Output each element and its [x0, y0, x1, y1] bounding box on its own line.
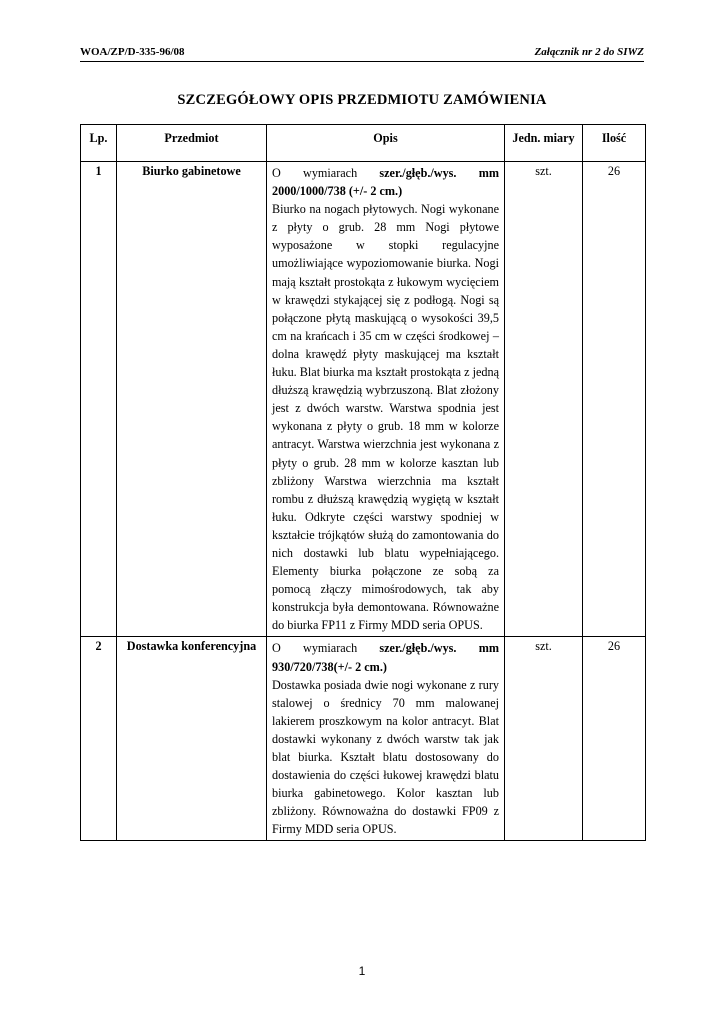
dimensions-lead: O wymiarach	[272, 166, 358, 180]
description-text: Dostawka posiada dwie nogi wykonane z rury stalowej o średnicy 70 mm malowanej lakierem proszkowym na kolor antracyt. Blat dostawki wykonany z dwóch warstw tak jak blat biurka. Kształt blatu dostosowany do dostawienia do części łukowej krawędzi blatu biurka gabinetowego. Kolor kasztan lub zbliżony. Równoważna do dostawki FP09 z Firmy MDD seria OPUS.	[272, 677, 499, 837]
quantity: 26	[583, 162, 646, 637]
document-reference: WOA/ZP/D-335-96/08	[80, 46, 185, 58]
item-name: Dostawka konferencyjna	[117, 637, 267, 841]
dimensions-lead: O wymiarach	[272, 641, 358, 656]
page-number: 1	[358, 964, 366, 978]
row-number: 2	[81, 637, 117, 841]
row-number: 1	[81, 162, 117, 637]
quantity: 26	[583, 637, 646, 841]
dimensions-value: szer./głęb./wys. mm 930/720/738(+/- 2 cm.)	[272, 641, 500, 674]
item-name: Biurko gabinetowe	[117, 162, 267, 637]
table-row	[81, 637, 646, 841]
dimensions-value: szer./głęb./wys. mm 2000/1000/738 (+/- 2 cm.)	[272, 166, 500, 199]
document-title: SZCZEGÓŁOWY OPIS PRZEDMIOTU ZAMÓWIENIA	[177, 92, 547, 108]
column-header-lp: Lp.	[81, 125, 117, 162]
unit: szt.	[505, 162, 583, 637]
specification-table	[80, 124, 646, 841]
table-header-row	[81, 125, 646, 162]
column-header-description: Opis	[267, 125, 505, 162]
item-description	[267, 162, 505, 637]
table-row	[81, 162, 646, 637]
description-text: Biurko na nogach płytowych. Nogi wykonane z płyty o grub. 28 mm Nogi płytowe wyposażone w stopki regulacyjne umożliwiające wypoziomowanie biurka. Nogi mają kształt prostokąta z łukowym wycięciem w krawędzi stykającej się z podłogą. Nogi są połączone płytą maskującą o wysokości 39,5 cm na krańcach i 35 cm w części środkowej – dolna krawędź płyty maskującej ma kształt łuku. Blat biurka ma kształt prostokąta z jedną dłuższą krawędzią wybrzuszoną. Blat złożony jest z dwóch warstw. Warstwa spodnia jest wykonana z płyty o grub. 18 mm w kolorze antracyt. Warstwa wierzchnia jest wykonana z płyty o grub. 28 mm w kolorze kasztan lub zbliżony Warstwa wierzchnia ma kształt rombu z dłuższą krawędzią wygiętą w kształt łuku. Odkryte części warstwy spodniej w kształcie trójkątów służą do zamontowania do nich dostawki lub blatu wypełniającego. Elementy biurka połączone ze sobą za pomocą złączy mimośrodowych, tak aby konstrukcja była demontowana. Równoważne do biurka FP11 z Firmy MDD seria OPUS.	[272, 202, 499, 633]
page-header	[80, 44, 644, 62]
unit: szt.	[505, 637, 583, 841]
column-header-item: Przedmiot	[117, 125, 267, 162]
column-header-quantity: Ilość	[583, 125, 646, 162]
dimensions	[272, 639, 499, 675]
attachment-label: Załącznik nr 2 do SIWZ	[534, 46, 644, 58]
column-header-unit: Jedn. miary	[505, 125, 583, 162]
dimensions	[272, 164, 499, 200]
item-description	[267, 637, 505, 841]
